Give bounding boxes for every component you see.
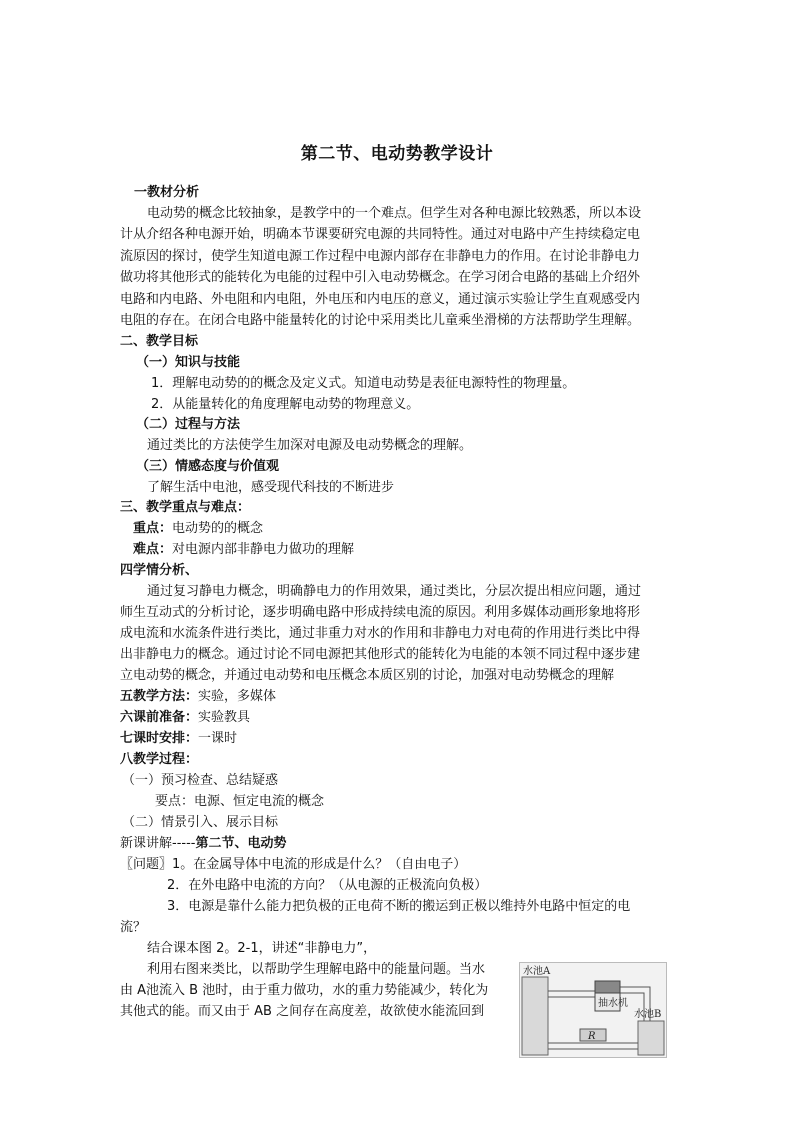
section-heading-student-analysis: 四学情分析、 [120,563,199,578]
goal-item: 2．从能量转化的角度理解电动势的物理意义。 [151,397,420,412]
subheading-process: （二）过程与方法 [136,417,241,432]
new-lesson-title: 第二节、电动势 [195,836,287,851]
page-title: 第二节、电动势教学设计 [300,144,494,164]
process-point: 要点：电源、恒定电流的概念 [155,794,325,809]
difficult-point [133,540,354,560]
paragraph-line: 成电流和水流条件进行类比，通过非重力对水的作用和非静电力对电荷的作用进行类比中得 [120,626,641,641]
class-hours-label: 七课时安排： [120,731,199,746]
paragraph-line: 其他式的能。而又由于 AB 之间存在高度差，故欲使水能流回到 [120,1004,485,1019]
paragraph-line: 由 A池流入 B 池时，由于重力做功，水的重力势能减少，转化为 [120,983,489,998]
goal-text: 了解生活中电池，感受现代科技的不断进步 [147,480,395,495]
question-continuation: 流？ [120,920,147,935]
process-step: （一）预习检查、总结疑惑 [122,773,279,788]
class-hours [120,729,237,749]
teaching-method [120,687,276,707]
resistor-label: R [588,1031,596,1042]
new-lesson-prefix: 新课讲解----- [120,836,196,851]
preparation [120,708,250,728]
question: 〖问题〗1。在金属导体中电流的形成是什么？（自由电子） [120,857,467,872]
paragraph-line: 电路和内电路、外电阻和内电阻，外电压和内电压的意义，通过演示实验让学生直观感受内 [120,292,641,307]
paragraph-line: 电阻的存在。在闭合电路中能量转化的讨论中采用类比儿童乘坐滑梯的方法帮助学生理解。 [120,313,641,328]
paragraph-line: 利用右图来类比，以帮助学生理解电路中的能量问题。当水 [147,962,486,977]
tank-a-label: 水池A [523,966,551,977]
paragraph-line: 师生互动式的分析讨论，逐步明确电路中形成持续电流的原因。利用多媒体动画形象地将形 [120,605,641,620]
difficult-point-text: 对电源内部非静电力做功的理解 [172,542,355,557]
key-point-label: 重点： [133,521,173,536]
section-heading-goals: 二、教学目标 [120,334,199,349]
section-heading-analysis: 一教材分析 [134,185,200,200]
method-text: 实验，多媒体 [198,689,277,704]
new-lesson [120,834,286,854]
subheading-attitude: （三）情感态度与价值观 [136,459,280,474]
tank-b-shape [638,1021,664,1055]
paragraph-line: 电动势的概念比较抽象，是教学中的一个难点。但学生对各种电源比较熟悉，所以本设 [147,206,642,221]
paragraph-line: 计从介绍各种电源开始，明确本节课要研究电源的共同特性。通过对电路中产生持续稳定电 [120,227,641,242]
section-heading-key-points: 三、教学重点与难点： [120,500,251,515]
water-pump-diagram [520,963,666,1057]
pump-label: 抽水机 [598,998,628,1009]
water-pump-figure [519,962,667,1058]
pump-body [595,981,620,993]
question: 2．在外电路中电流的方向？（从电源的正极流向负极） [167,878,488,893]
paragraph-line: 出非静电力的概念。通过讨论不同电源把其他形式的能转化为电能的本领不同过程中逐步建 [120,647,641,662]
method-label: 五教学方法： [120,689,199,704]
tank-b-label: 水池B [634,1009,662,1020]
preparation-label: 六课前准备： [120,710,199,725]
goal-text: 通过类比的方法使学生加深对电源及电动势概念的理解。 [147,438,473,453]
class-hours-text: 一课时 [198,731,238,746]
section-heading-process: 八教学过程： [120,752,199,767]
difficult-point-label: 难点： [133,542,173,557]
tank-a-shape [522,977,548,1055]
subheading-knowledge: （一）知识与技能 [136,355,241,370]
paragraph-line: 做功将其他形式的能转化为电能的过程中引入电动势概念。在学习闭合电路的基础上介绍外 [120,270,641,285]
goal-item: 1．理解电动势的的概念及定义式。知道电动势是表征电源特性的物理量。 [151,376,576,391]
paragraph-line: 流原因的探讨，使学生知道电源工作过程中电源内部存在非静电力的作用。在讨论非静电力 [120,249,641,264]
preparation-text: 实验教具 [198,710,251,725]
paragraph-line: 通过复习静电力概念，明确静电力的作用效果，通过类比，分层次提出相应问题，通过 [147,584,642,599]
question: 3．电源是靠什么能力把负极的正电荷不断的搬运到正极以维持外电路中恒定的电 [167,899,631,914]
key-point-text: 电动势的的概念 [172,521,264,536]
paragraph-line: 立电动势的概念，并通过电动势和电压概念本质区别的讨论，加强对电动势概念的理解 [120,668,615,683]
key-point [133,519,263,539]
process-step: （二）情景引入、展示目标 [122,815,279,830]
figure-reference: 结合课本图 2。2-1，讲述“非静电力”， [147,941,377,956]
